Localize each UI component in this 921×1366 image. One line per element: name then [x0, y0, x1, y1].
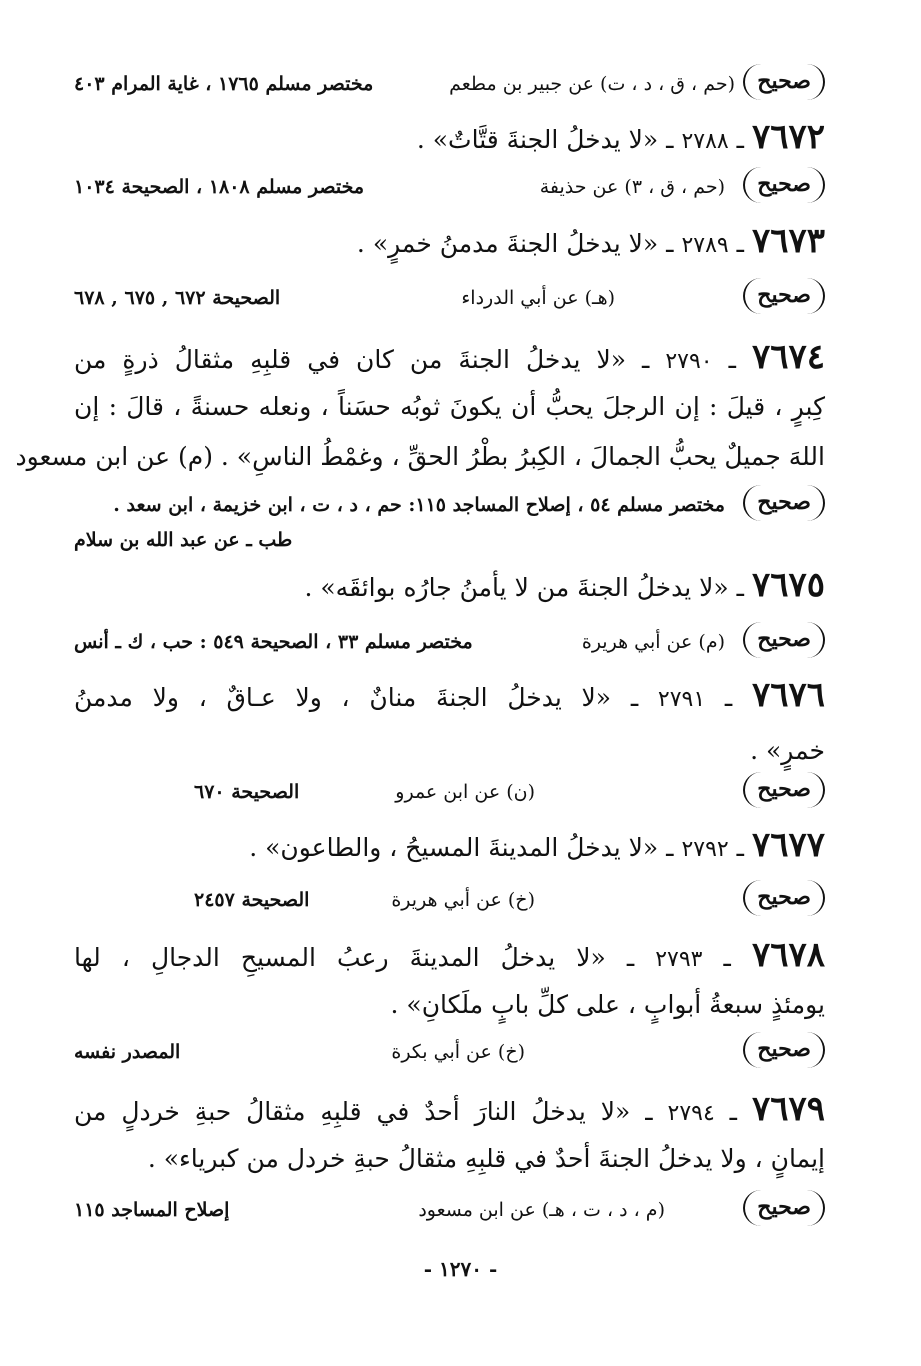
hadith-secondary-number: ٢٧٨٩ — [681, 233, 729, 258]
hadith-text-line: إيمانٍ ، ولا يدخلُ الجنةَ أحدٌ في قلبِهِ مثقالُ حبةِ خردل من كبرياء» . — [147, 1144, 825, 1173]
hadith-line: ٧٦٧٢ ـ ٢٧٨٨ ـ «لا يدخلُ الجنةَ قتَّاتٌ» . — [416, 117, 825, 157]
hadith-number: ٧٦٧٧ — [751, 825, 825, 865]
hadith-secondary-number: ٢٧٩١ — [657, 687, 706, 712]
grade-badge: صحيح — [743, 622, 825, 658]
hadith-text: «لا يدخلُ النارَ أحدٌ في قلبِهِ مثقالُ حبةِ خردلٍ من — [74, 1097, 631, 1126]
source-references: مختصر مسلم ١٧٦٥ ، غاية المرام ٤٠٣ — [74, 73, 374, 95]
narrator-chain: (حم ، ق ، د ، ت) عن جبير بن مطعم — [449, 73, 735, 95]
source-references: الصحيحة ٢٤٥٧ — [194, 889, 310, 911]
source-references: طب ـ عن عبد الله بن سلام — [74, 529, 293, 551]
hadith-text-line: كِبرٍ ، قيلَ : إن الرجلَ يحبُّ أن يكونَ ثوبُه حسَناً ، ونعله حسنةً ، قالَ : إن — [74, 392, 825, 421]
source-references: إصلاح المساجد ١١٥ — [74, 1199, 230, 1221]
source-line — [74, 520, 825, 560]
hadith-text: «لا يدخلُ الجنةَ من كان في قلبِهِ مثقالُ ذرةٍ من — [74, 345, 627, 374]
source-references: الصحيحة ٦٧٠ — [194, 781, 300, 803]
hadith-number: ٧٦٧٣ — [751, 221, 825, 261]
source-line — [74, 485, 825, 525]
hadith-line: ٧٦٧٤ ـ ٢٧٩٠ ـ «لا يدخلُ الجنةَ من كان في قلبِهِ مثقالُ ذرةٍ من — [74, 337, 825, 377]
source-line — [74, 880, 825, 920]
grade-badge: صحيح — [743, 1032, 825, 1068]
hadith-line: ٧٦٧٥ ـ «لا يدخلُ الجنةَ من لا يأمنُ جارُه بوائقَه» . — [304, 565, 825, 605]
hadith-text-line: خمرٍ» . — [750, 736, 825, 765]
hadith-line: ٧٦٧٨ ـ ٢٧٩٣ ـ «لا يدخلُ المدينةَ رعبُ المسيحِ الدجالِ ، لها — [74, 935, 825, 975]
hadith-text: «لا يدخلُ المدينةَ رعبُ المسيحِ الدجالِ ، لها — [74, 943, 606, 972]
hadith-text-line: اللهَ جميلٌ يحبُّ الجمالَ ، الكِبرُ بطْرُ الحقِّ ، وغمْطُ الناسِ» . (م) عن ابن مسعود — [15, 442, 825, 471]
hadith-line: ٧٦٧٩ ـ ٢٧٩٤ ـ «لا يدخلُ النارَ أحدٌ في قلبِهِ مثقالُ حبةِ خردلٍ من — [74, 1089, 825, 1129]
hadith-text: «لا يدخلُ الجنةَ مدمنُ خمرٍ» . — [356, 229, 659, 258]
hadith-text: «لا يدخلُ الجنةَ من لا يأمنُ جارُه بوائقَه» . — [304, 573, 729, 602]
hadith-text-line: يومئذٍ سبعةُ أبوابٍ ، على كلِّ بابٍ ملَكانِ» . — [390, 990, 825, 1019]
grade-badge: صحيح — [743, 64, 825, 100]
hadith-secondary-number: ٢٧٩٢ — [681, 837, 729, 862]
source-line — [74, 1190, 825, 1230]
source-references: مختصر مسلم ١٨٠٨ ، الصحيحة ١٠٣٤ — [74, 176, 365, 198]
narrator-chain: (ن) عن ابن عمرو — [395, 781, 535, 803]
hadith-number: ٧٦٧٤ — [751, 337, 825, 377]
hadith-number: ٧٦٧٩ — [751, 1089, 825, 1129]
source-line — [74, 278, 825, 318]
source-references: مختصر مسلم ٣٣ ، الصحيحة ٥٤٩ : حب ، ك ـ أنس — [74, 631, 473, 653]
page-number: - ١٢٧٠ - — [423, 1257, 498, 1281]
source-line — [74, 167, 825, 207]
hadith-line: ٧٦٧٧ ـ ٢٧٩٢ ـ «لا يدخلُ المدينةَ المسيحُ ، والطاعون» . — [249, 825, 825, 865]
source-line — [74, 622, 825, 662]
grade-badge: صحيح — [743, 772, 825, 808]
narrator-chain: (هـ) عن أبي الدرداء — [461, 287, 615, 309]
hadith-number: ٧٦٧٦ — [751, 675, 826, 715]
hadith-number: ٧٦٧٨ — [751, 935, 825, 975]
grade-badge: صحيح — [743, 167, 825, 203]
hadith-number: ٧٦٧٢ — [751, 117, 825, 157]
grade-badge: صحيح — [743, 1190, 825, 1226]
source-references: مختصر مسلم ٥٤ ، إصلاح المساجد ١١٥: حم ، د ، ت ، ابن خزيمة ، ابن سعد . — [113, 494, 725, 516]
narrator-chain: (خ) عن أبي بكرة — [391, 1041, 525, 1063]
grade-badge: صحيح — [743, 880, 825, 916]
hadith-text: «لا يدخلُ الجنةَ قتَّاتٌ» . — [416, 125, 659, 154]
hadith-secondary-number: ٢٧٩٣ — [655, 947, 703, 972]
narrator-chain: (خ) عن أبي هريرة — [391, 889, 535, 911]
hadith-line: ٧٦٧٣ ـ ٢٧٨٩ ـ «لا يدخلُ الجنةَ مدمنُ خمرٍ» . — [356, 221, 825, 261]
source-line — [74, 772, 825, 812]
narrator-chain: (م ، د ، ت ، هـ) عن ابن مسعود — [418, 1199, 665, 1221]
grade-badge: صحيح — [743, 485, 825, 521]
grade-badge: صحيح — [743, 278, 825, 314]
narrator-chain: (حم ، ق ، ٣) عن حذيفة — [539, 176, 725, 198]
hadith-secondary-number: ٢٧٩٤ — [667, 1101, 715, 1126]
source-line — [74, 1032, 825, 1072]
hadith-secondary-number: ٢٧٨٨ — [681, 129, 729, 154]
narrator-chain: (م) عن أبي هريرة — [581, 631, 725, 653]
hadith-text: «لا يدخلُ المدينةَ المسيحُ ، والطاعون» . — [249, 833, 659, 862]
source-references: الصحيحة ٦٧٢ , ٦٧٥ , ٦٧٨ — [74, 287, 281, 309]
hadith-secondary-number: ٢٧٩٠ — [665, 349, 713, 374]
hadith-text: «لا يدخلُ الجنةَ منانٌ ، ولا عـاقٌ ، ولا مدمنُ — [74, 683, 612, 712]
hadith-line: ٧٦٧٦ ـ ٢٧٩١ ـ «لا يدخلُ الجنةَ منانٌ ، ولا عـاقٌ ، ولا مدمنُ — [74, 675, 826, 715]
source-line — [74, 64, 825, 104]
hadith-number: ٧٦٧٥ — [751, 565, 825, 605]
source-references: المصدر نفسه — [74, 1041, 181, 1063]
